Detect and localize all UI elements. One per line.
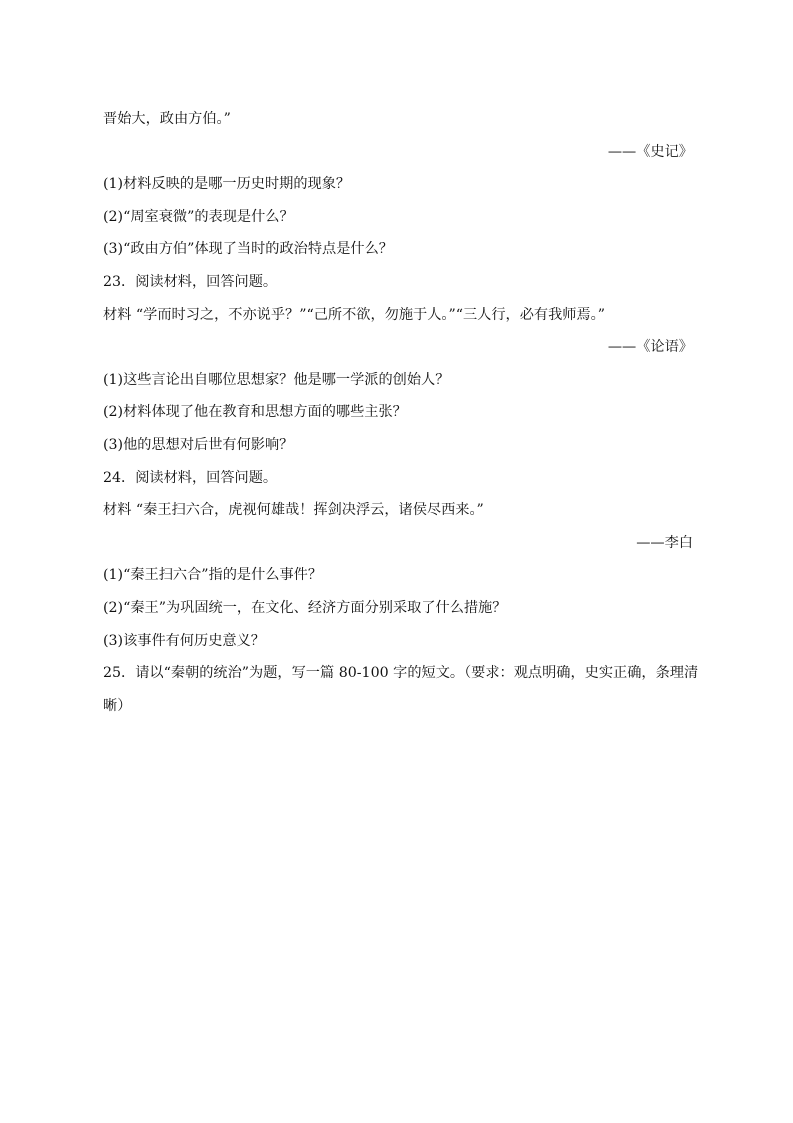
q24-question-1: (1)“秦王扫六合”指的是什么事件？ <box>103 567 323 584</box>
q22-source: ——《史记》 <box>607 143 693 160</box>
q23-material: 材料 “学而时习之，不亦说乎？”“己所不欲，勿施于人。”“三人行，必有我师焉。” <box>103 306 606 323</box>
page-content <box>103 103 699 722</box>
q25-line-2: 晰） <box>103 697 132 714</box>
q22-material-tail: 晋始大，政由方伯。” <box>103 111 231 127</box>
q24-question-3: (3)该事件有何历史意义？ <box>103 632 265 649</box>
q24-source: ——李白 <box>636 534 693 551</box>
q23-question-3: (3)他的思想对后世有何影响？ <box>103 436 294 453</box>
q23-heading: 23．阅读材料，回答问题。 <box>103 273 278 290</box>
q23-source: ——《论语》 <box>607 339 693 356</box>
q25-line-1: 25．请以“秦朝的统治”为题，写一篇 80-100 字的短文。（要求：观点明确，史实正确，条理清 <box>103 665 699 682</box>
q22-question-3: (3)“政由方伯”体现了当时的政治特点是什么？ <box>103 241 393 258</box>
q23-question-1: (1)这些言论出自哪位思想家？他是哪一学派的创始人？ <box>103 371 450 388</box>
q24-heading: 24．阅读材料，回答问题。 <box>103 469 278 486</box>
q23-question-2: (2)材料体现了他在教育和思想方面的哪些主张？ <box>103 404 407 421</box>
q22-question-1: (1)材料反映的是哪一历史时期的现象？ <box>103 176 351 193</box>
q24-material: 材料 “秦王扫六合，虎视何雄哉！挥剑决浮云，诸侯尽西来。” <box>103 502 484 519</box>
q24-question-2: (2)“秦王”为巩固统一，在文化、经济方面分别采取了什么措施？ <box>103 599 507 616</box>
q22-question-2: (2)“周室衰微”的表现是什么？ <box>103 208 294 225</box>
